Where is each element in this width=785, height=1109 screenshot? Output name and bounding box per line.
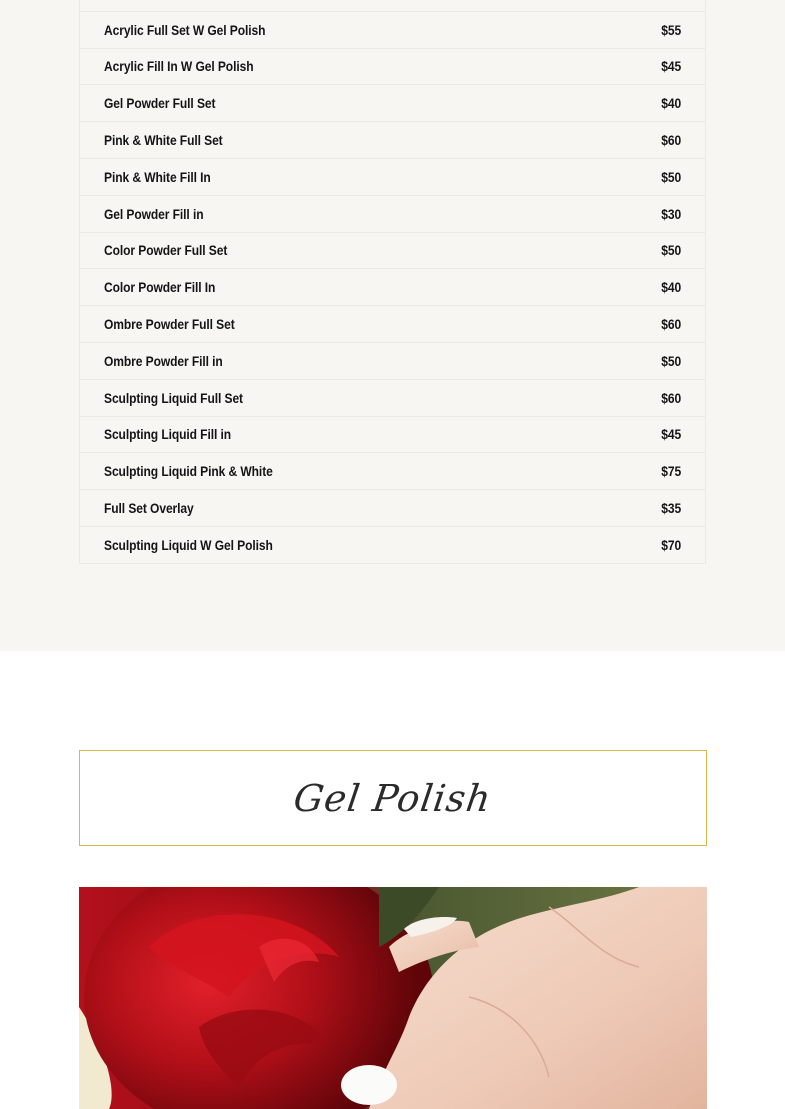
price-row (80, 195, 705, 232)
service-price: $60 (661, 389, 681, 406)
service-name: Pink & White Fill In (104, 168, 211, 185)
service-price: $60 (661, 132, 681, 149)
service-price: $40 (661, 95, 681, 112)
service-name: Pink & White Full Set (104, 132, 223, 149)
service-name: Color Powder Full Set (104, 242, 228, 259)
price-row (80, 379, 705, 416)
service-name: Sculpting Liquid W Gel Polish (104, 536, 273, 553)
price-row (80, 84, 705, 121)
price-table (79, 0, 706, 564)
service-name: Sculpting Liquid Pink & White (104, 463, 273, 480)
service-price: $60 (661, 316, 681, 333)
price-row (80, 48, 705, 85)
service-name: Gel Powder Fill in (104, 205, 204, 222)
hand-with-red-rose-photo-icon (79, 887, 707, 1109)
price-row (80, 232, 705, 269)
service-name: Gel Powder Full Set (104, 95, 216, 112)
price-row (80, 416, 705, 453)
service-price: $70 (661, 536, 681, 553)
price-row (80, 158, 705, 195)
section-heading-box (79, 750, 707, 846)
service-name: Ombre Powder Fill in (104, 352, 223, 369)
price-row (80, 11, 705, 48)
price-row (80, 305, 705, 342)
service-name: Acrylic Full Set W Gel Polish (104, 21, 266, 38)
service-name: Sculpting Liquid Fill in (104, 426, 232, 443)
service-price: $40 (661, 279, 681, 296)
price-row (80, 268, 705, 305)
service-price: $50 (661, 352, 681, 369)
service-price: $50 (661, 242, 681, 259)
price-row (80, 489, 705, 526)
section-heading: Gel Polish (291, 776, 495, 820)
price-row (80, 0, 705, 11)
service-price: $45 (661, 58, 681, 75)
price-row (80, 121, 705, 158)
hero-image (79, 887, 707, 1109)
service-price: $35 (661, 500, 681, 517)
service-name: Full Set Overlay (104, 500, 194, 517)
service-price: $50 (661, 168, 681, 185)
service-price: $75 (661, 463, 681, 480)
price-row (80, 452, 705, 489)
service-price: $30 (661, 205, 681, 222)
service-price: $45 (661, 426, 681, 443)
service-name: Acrylic Fill In W Gel Polish (104, 58, 254, 75)
service-price: $55 (661, 21, 681, 38)
price-row (80, 526, 705, 563)
price-row (80, 342, 705, 379)
service-name: Color Powder Fill In (104, 279, 216, 296)
service-name: Ombre Powder Full Set (104, 316, 235, 333)
service-name: Sculpting Liquid Full Set (104, 389, 243, 406)
